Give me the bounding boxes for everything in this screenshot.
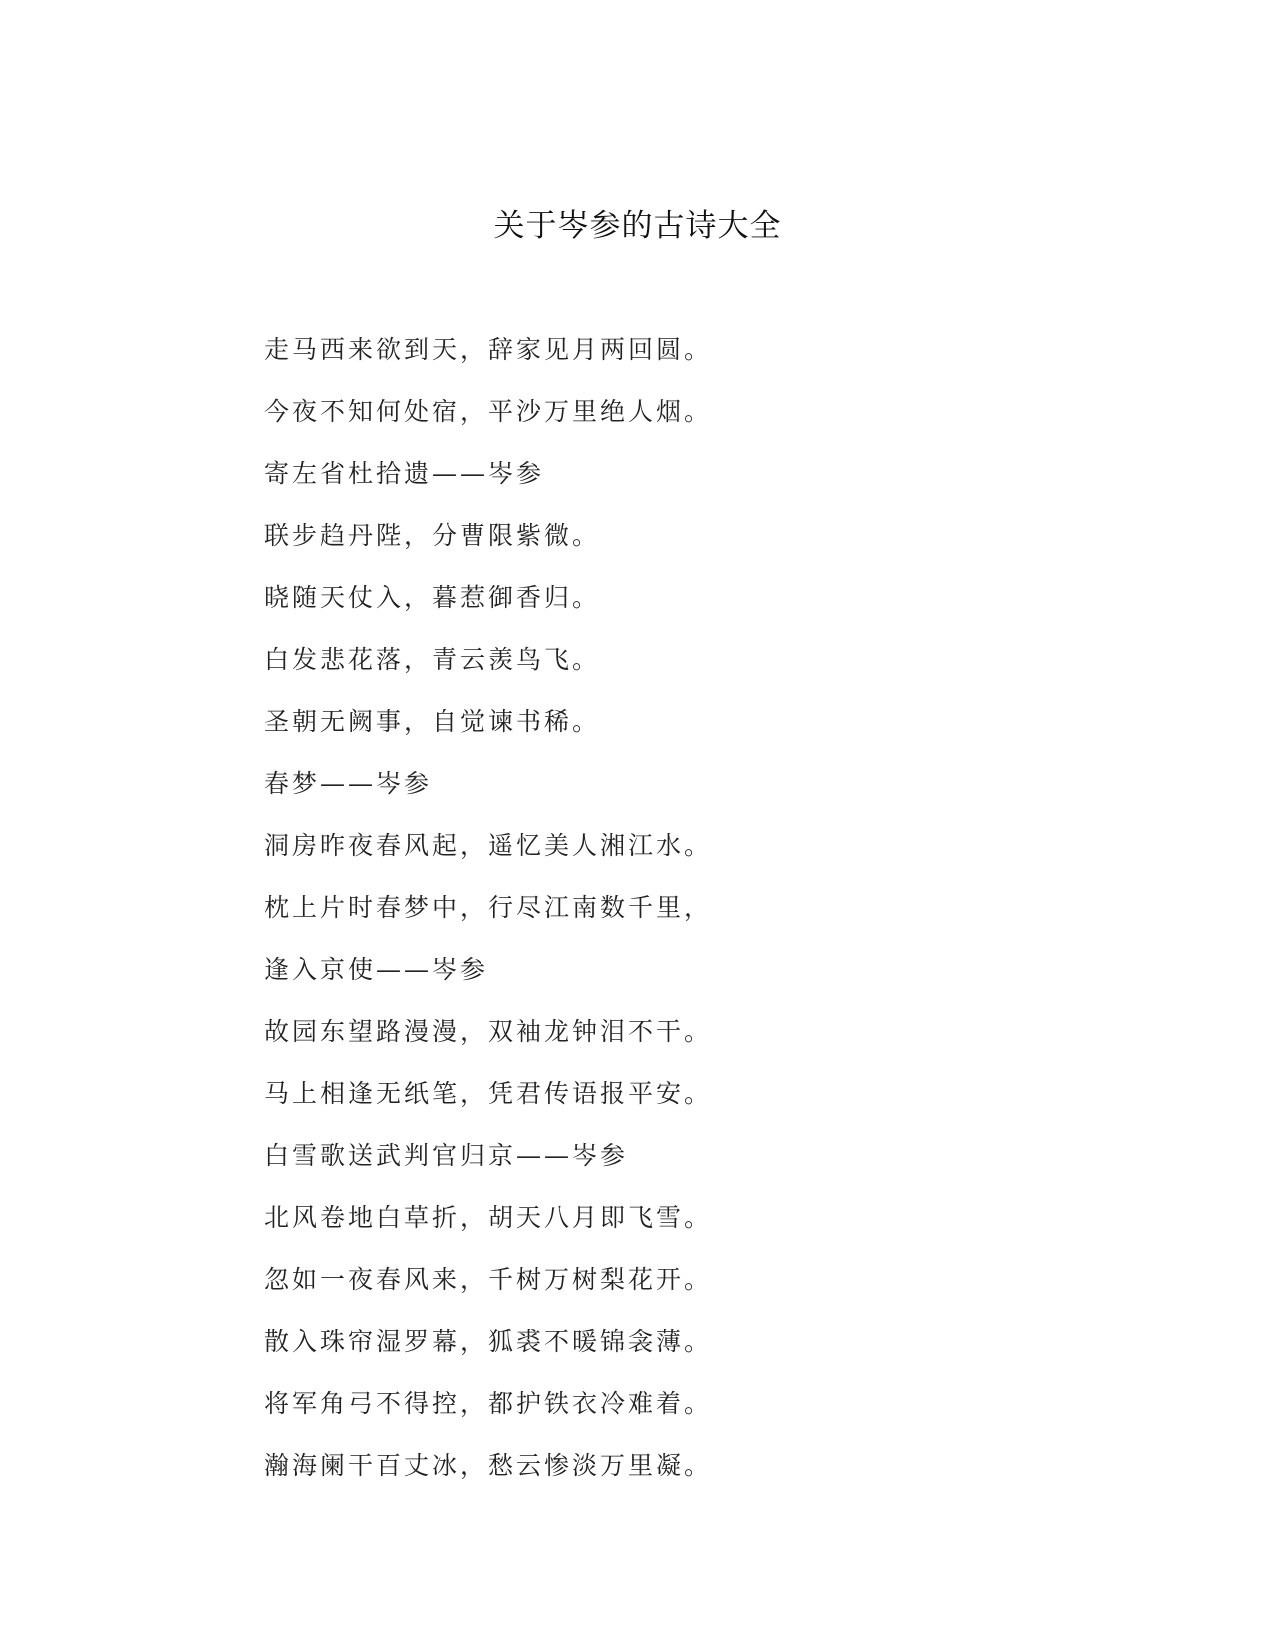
poem-heading: 白雪歌送武判官归京——岑参 — [264, 1141, 629, 1170]
poem-line: 忽如一夜春风来，千树万树梨花开。 — [264, 1265, 713, 1294]
poem-line: 白发悲花落，青云羡鸟飞。 — [264, 645, 601, 674]
poem-line: 枕上片时春梦中，行尽江南数千里， — [264, 893, 713, 922]
poem-heading: 春梦——岑参 — [264, 769, 433, 798]
poem-line: 将军角弓不得控，都护铁衣冷难着。 — [264, 1389, 713, 1418]
poem-line: 今夜不知何处宿，平沙万里绝人烟。 — [264, 397, 713, 426]
poem-line: 联步趋丹陛，分曹限紫微。 — [264, 521, 601, 550]
poem-line: 散入珠帘湿罗幕，狐裘不暖锦衾薄。 — [264, 1327, 713, 1356]
document-title: 关于岑参的古诗大全 — [493, 208, 782, 244]
poem-line: 瀚海阑干百丈冰，愁云惨淡万里凝。 — [264, 1451, 713, 1480]
poem-line: 走马西来欲到天，辞家见月两回圆。 — [264, 335, 713, 364]
poem-heading: 寄左省杜拾遗——岑参 — [264, 459, 545, 488]
poem-heading: 逢入京使——岑参 — [264, 955, 489, 984]
poem-line: 洞房昨夜春风起，遥忆美人湘江水。 — [264, 831, 713, 860]
poem-line: 圣朝无阙事，自觉谏书稀。 — [264, 707, 601, 736]
poem-line: 北风卷地白草折，胡天八月即飞雪。 — [264, 1203, 713, 1232]
poem-line: 马上相逢无纸笔，凭君传语报平安。 — [264, 1079, 713, 1108]
poem-lines — [264, 330, 1064, 1508]
poem-line: 晓随天仗入，暮惹御香归。 — [264, 583, 601, 612]
poem-line: 故园东望路漫漫，双袖龙钟泪不干。 — [264, 1017, 713, 1046]
